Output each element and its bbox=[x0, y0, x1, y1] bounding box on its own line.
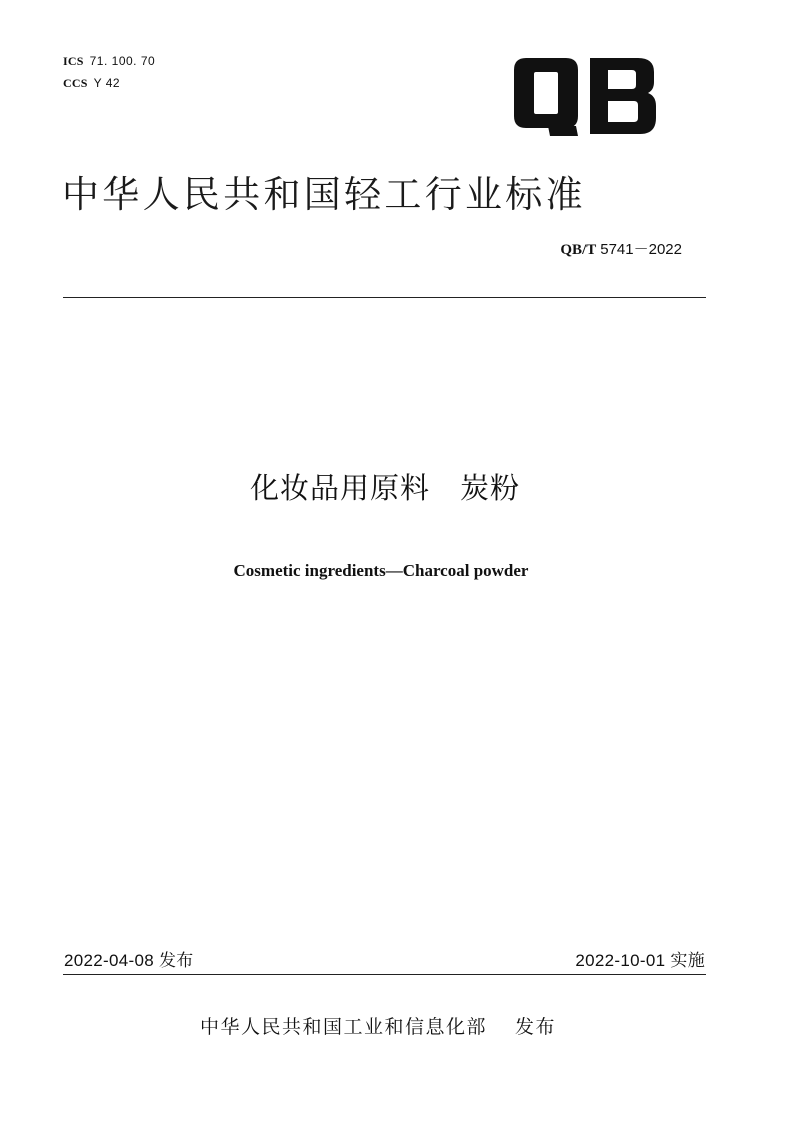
ics-label: ICS bbox=[63, 54, 84, 68]
issuer-title: 中华人民共和国轻工行业标准 bbox=[62, 173, 586, 216]
ics-code: 71. 100. 70 bbox=[89, 54, 156, 68]
footer-divider bbox=[63, 974, 706, 975]
issue-date: 2022-04-08 发布 bbox=[64, 951, 194, 970]
document-title-en: Cosmetic ingredients—Charcoal powder bbox=[233, 561, 529, 580]
header-divider bbox=[63, 297, 706, 298]
qb-logo-q bbox=[514, 58, 578, 136]
ccs-label: CCS bbox=[63, 76, 88, 90]
document-title-cn: 化妆品用原料 炭粉 bbox=[249, 471, 520, 505]
effective-date: 2022-10-01 实施 bbox=[575, 951, 705, 970]
ics-classification bbox=[63, 54, 155, 69]
publisher: 中华人民共和国工业和信息化部 发布 bbox=[200, 1016, 557, 1038]
ccs-code: Y 42 bbox=[93, 76, 121, 90]
standard-code: 5741－2022 bbox=[600, 241, 682, 258]
standard-number bbox=[560, 238, 682, 259]
standard-prefix: QB/T bbox=[560, 242, 597, 258]
qb-logo-b bbox=[590, 58, 656, 134]
qb-logo bbox=[508, 48, 660, 148]
ccs-classification bbox=[63, 76, 120, 91]
